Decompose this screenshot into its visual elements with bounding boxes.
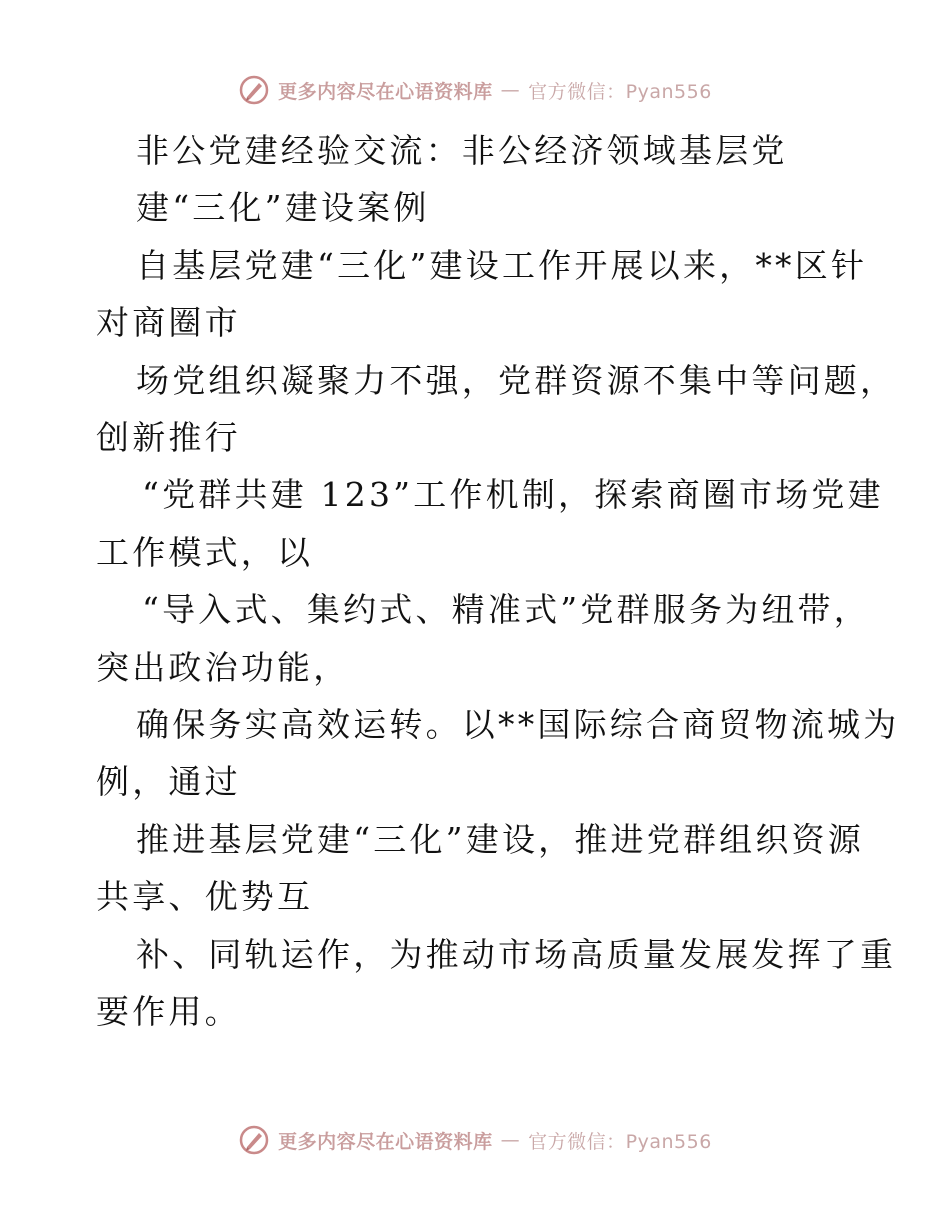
paragraph-line: 共享、优势互 xyxy=(96,877,314,917)
paragraph-line: 自基层党建“三化”建设工作开展以来，**区针 xyxy=(136,245,868,285)
watermark-separator: — xyxy=(500,79,521,101)
paragraph-line: “导入式、集约式、精准式”党群服务为纽带， xyxy=(142,590,870,630)
watermark-library-text: 更多内容尽在心语资料库 xyxy=(278,1130,493,1153)
paragraph-line: 工作模式，以 xyxy=(96,532,314,572)
paragraph-line: 对商圈市 xyxy=(96,303,241,343)
watermark-contact-text: 官方微信：Pyan556 xyxy=(528,1130,712,1153)
document-title-line-2: 建“三化”建设案例 xyxy=(136,188,430,228)
paragraph-line: 确保务实高效运转。以**国际综合商贸物流城为 xyxy=(136,705,900,745)
document-title-line-1: 非公党建经验交流：非公经济领域基层党 xyxy=(136,131,788,170)
pen-circle-logo-icon xyxy=(238,74,270,106)
paragraph-line: “党群共建 123”工作机制，探索商圈市场党建 xyxy=(142,475,884,515)
paragraph-line: 例，通过 xyxy=(96,762,241,802)
paragraph-line: 要作用。 xyxy=(96,992,241,1032)
paragraph-line: 场党组织凝聚力不强，党群资源不集中等问题， xyxy=(136,360,897,400)
paragraph-line: 创新推行 xyxy=(96,418,241,458)
watermark-contact-text: 官方微信：Pyan556 xyxy=(528,80,712,103)
paragraph-line: 推进基层党建“三化”建设，推进党群组织资源 xyxy=(136,819,864,859)
watermark-library-text: 更多内容尽在心语资料库 xyxy=(278,80,493,103)
watermark-banner-bottom xyxy=(0,1120,950,1160)
watermark-banner-top xyxy=(0,70,950,110)
document-body xyxy=(96,122,900,1041)
watermark-separator: — xyxy=(500,1129,521,1151)
pen-circle-logo-icon xyxy=(238,1124,270,1156)
paragraph-line: 突出政治功能， xyxy=(96,647,350,687)
paragraph-line: 补、同轨运作，为推动市场高质量发展发挥了重 xyxy=(136,934,897,974)
